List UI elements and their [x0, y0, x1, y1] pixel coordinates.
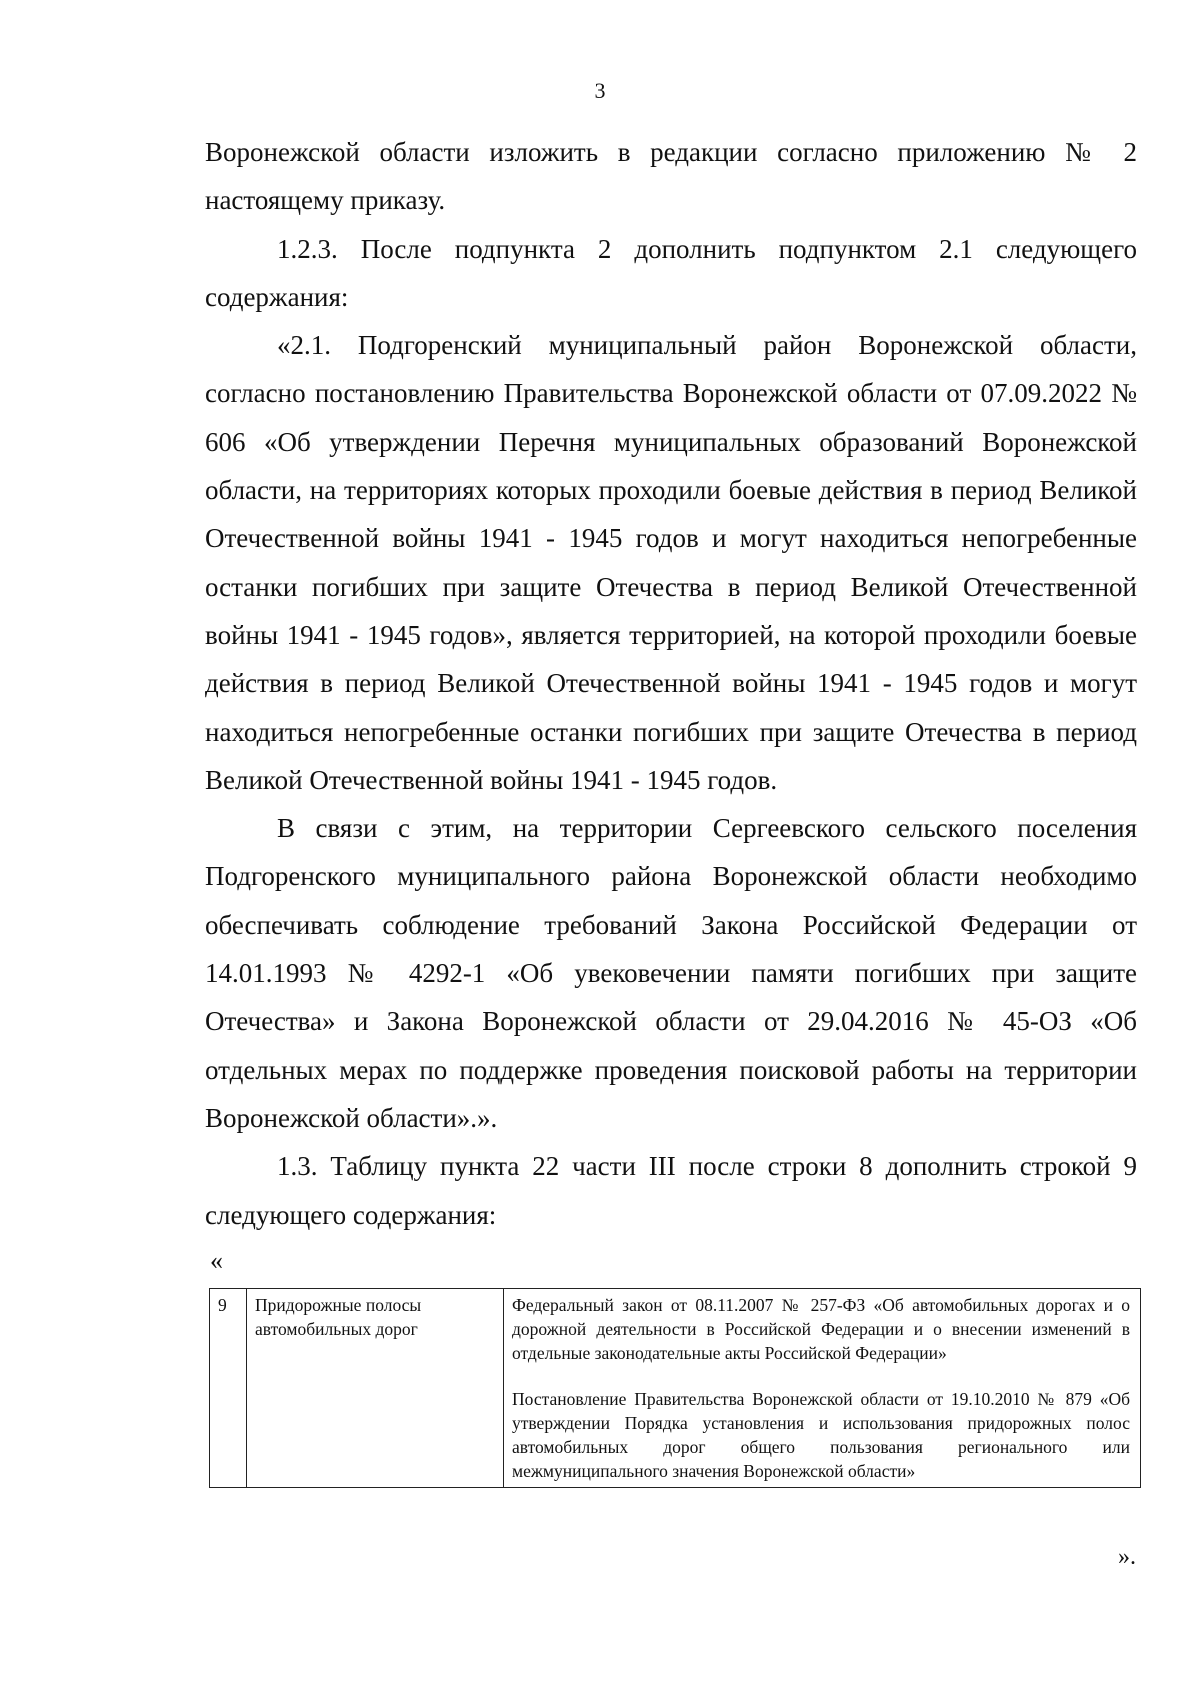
table-row [210, 1289, 1141, 1488]
government-decree-text: Постановление Правительства Воронежской области от 19.10.2010 № 879 «Об утверждении Порядка установления и использования придорожных полос автомобильных дорог общего пользования регионального или межмуниципального значения Воронежской области» [512, 1389, 1130, 1481]
paragraph-item-1-2-3: 1.2.3. После подпункта 2 дополнить подпунктом 2.1 следующего содержания: [205, 233, 1137, 312]
federal-law-text: Федеральный закон от 08.11.2007 № 257-ФЗ «Об автомобильных дорогах и о дорожной деятельности в Российской Федерации и о внесении изменений в отдельные законодательные акты Российской Федерации» [512, 1295, 1130, 1363]
row-name-cell: Придорожные полосы автомобильных дорог [247, 1289, 504, 1488]
insert-table [209, 1288, 1141, 1488]
paragraph-item-1-3: 1.3. Таблицу пункта 22 части III после строки 8 дополнить строкой 9 следующего содержания: [205, 1151, 1137, 1230]
row-legal-acts-cell [504, 1289, 1141, 1488]
page-number: 3 [594, 78, 606, 103]
paragraph-item-2-1: «2.1. Подгоренский муниципальный район Воронежской области, согласно постановлению Правительства Воронежской области от 07.09.2022 № 606 «Об утверждении Перечня муниципальных образований Воронежской области, на территориях которых проходили боевые действия в период Великой Отечественной войны 1941 - 1945 годов и могут находиться непогребенные останки погибших при защите Отечества в период Великой Отечественной войны 1941 - 1945 годов», является территорией, на которой проходили боевые действия в период Великой Отечественной войны 1941 - 1945 годов и могут находиться непогребенные останки погибших при защите Отечества в период Великой Отечественной войны 1941 - 1945 годов. [205, 330, 1137, 795]
paragraph-in-connection: В связи с этим, на территории Сергеевского сельского поселения Подгоренского муниципального района Воронежской области необходимо обеспечивать соблюдение требований Закона Российской Федерации от 14.01.1993 № 4292-1 «Об увековечении памяти погибших при защите Отечества» и Закона Воронежской области от 29.04.2016 № 45-ОЗ «Об отдельных мерах по поддержке проведения поисковой работы на территории Воронежской области».». [205, 813, 1137, 1133]
row-number-cell: 9 [210, 1289, 247, 1488]
opening-quote: « [210, 1246, 223, 1275]
closing-quote: ». [1118, 1544, 1136, 1570]
paragraph-continuation: Воронежской области изложить в редакции согласно приложению № 2 настоящему приказу. [205, 137, 1137, 216]
body-text [205, 128, 1137, 1239]
